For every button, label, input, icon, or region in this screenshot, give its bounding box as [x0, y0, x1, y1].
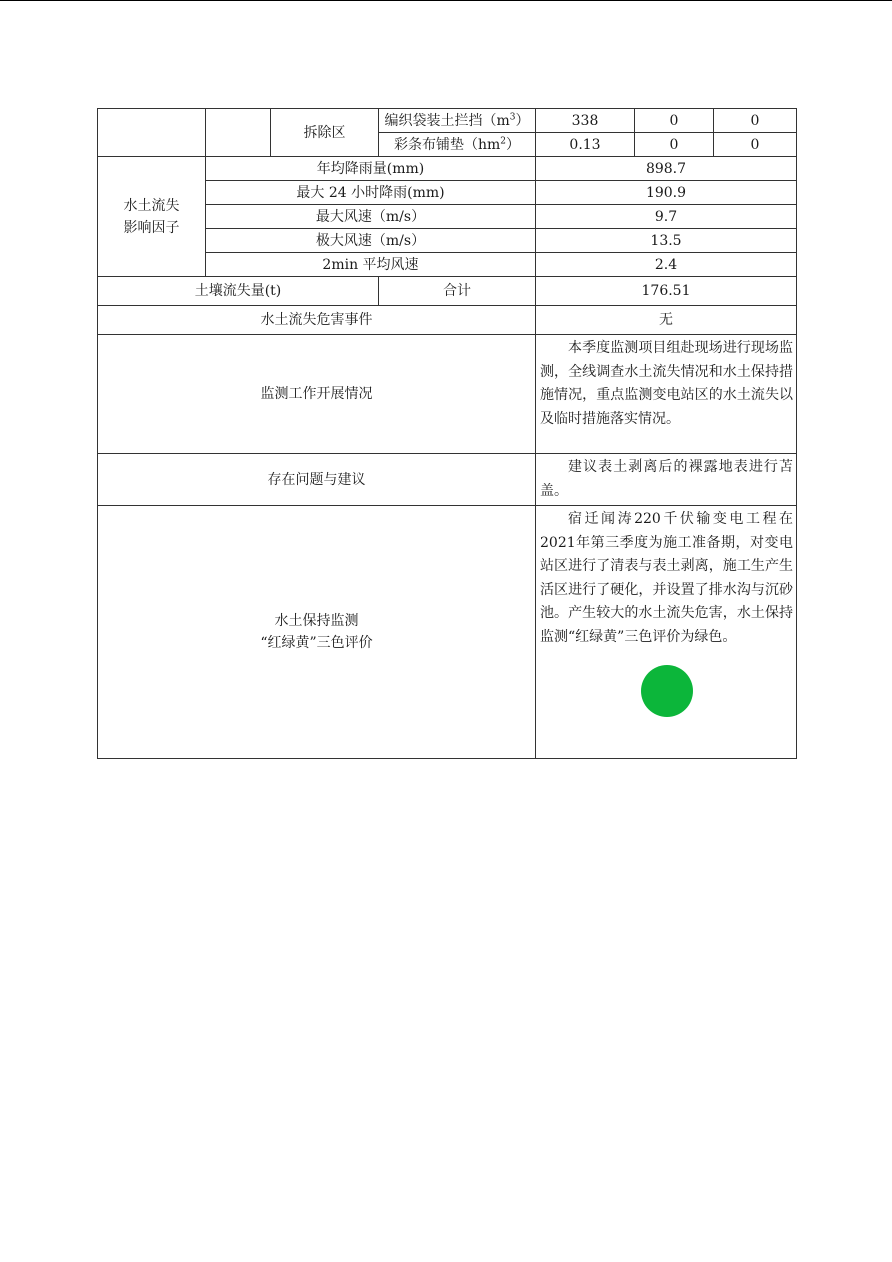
measure-cell: 编织袋装土拦挡$(m^3)$ — [379, 109, 536, 133]
factor-value: 898.7 — [536, 157, 797, 181]
monitoring-report-table — [97, 108, 797, 759]
factor-value: 190.9 — [536, 181, 797, 205]
empty-subcategory-cell — [206, 109, 271, 157]
table-row — [98, 157, 797, 181]
zone-cell: 拆除区 — [271, 109, 379, 157]
factor-label: 极大风速（m/s） — [206, 229, 536, 253]
evaluation-cell — [536, 506, 797, 759]
factor-value: 13.5 — [536, 229, 797, 253]
factor-value: 2.4 — [536, 253, 797, 277]
factor-label: 年均降雨量(mm) — [206, 157, 536, 181]
evaluation-label: 水土保持监测 “红绿黄”三色评价 — [98, 506, 536, 759]
hazard-value: 无 — [536, 306, 797, 335]
table-row — [98, 335, 797, 454]
value-cell: 0.13 — [536, 133, 635, 157]
factor-label: 最大 24 小时降雨(mm) — [206, 181, 536, 205]
measure-cell: 彩条布铺垫$(hm^2)$ — [379, 133, 536, 157]
table-row — [98, 506, 797, 759]
monitoring-label: 监测工作开展情况 — [98, 335, 536, 454]
value-cell: 0 — [714, 109, 797, 133]
table-row — [98, 306, 797, 335]
factor-label: 最大风速（m/s） — [206, 205, 536, 229]
table-row — [98, 454, 797, 506]
factor-value: 9.7 — [536, 205, 797, 229]
table-row — [98, 277, 797, 306]
value-cell: 338 — [536, 109, 635, 133]
evaluation-text: 宿迁闻涛220千伏输变电工程在2021年第三季度为施工准备期，对变电站区进行了清表与表土剥离，施工生产生活区进行了硬化，并设置了排水沟与沉砂池。产生较大的水土流失危害，水土保持监测“红绿黄”三色评价为绿色。 — [540, 511, 793, 645]
soil-loss-sub-label: 合计 — [379, 277, 536, 306]
hazard-label: 水土流失危害事件 — [98, 306, 536, 335]
issues-label: 存在问题与建议 — [98, 454, 536, 506]
empty-category-cell — [98, 109, 206, 157]
factor-label: 2min 平均风速 — [206, 253, 536, 277]
monitoring-text: 本季度监测项目组赴现场进行现场监测，全线调查水土流失情况和水土保持措施情况，重点监测变电站区的水土流失以及临时措施落实情况。 — [536, 335, 797, 454]
factors-header-cell: 水土流失 影响因子 — [98, 157, 206, 277]
table-row — [98, 109, 797, 133]
green-status-light-icon — [641, 665, 693, 717]
soil-loss-value: 176.51 — [536, 277, 797, 306]
value-cell: 0 — [635, 133, 714, 157]
value-cell: 0 — [635, 109, 714, 133]
page-top-border — [0, 0, 892, 1]
soil-loss-label: 土壤流失量(t) — [98, 277, 379, 306]
evaluation-lamp-wrap — [540, 649, 793, 744]
issues-text: 建议表土剥离后的裸露地表进行苫盖。 — [536, 454, 797, 506]
value-cell: 0 — [714, 133, 797, 157]
